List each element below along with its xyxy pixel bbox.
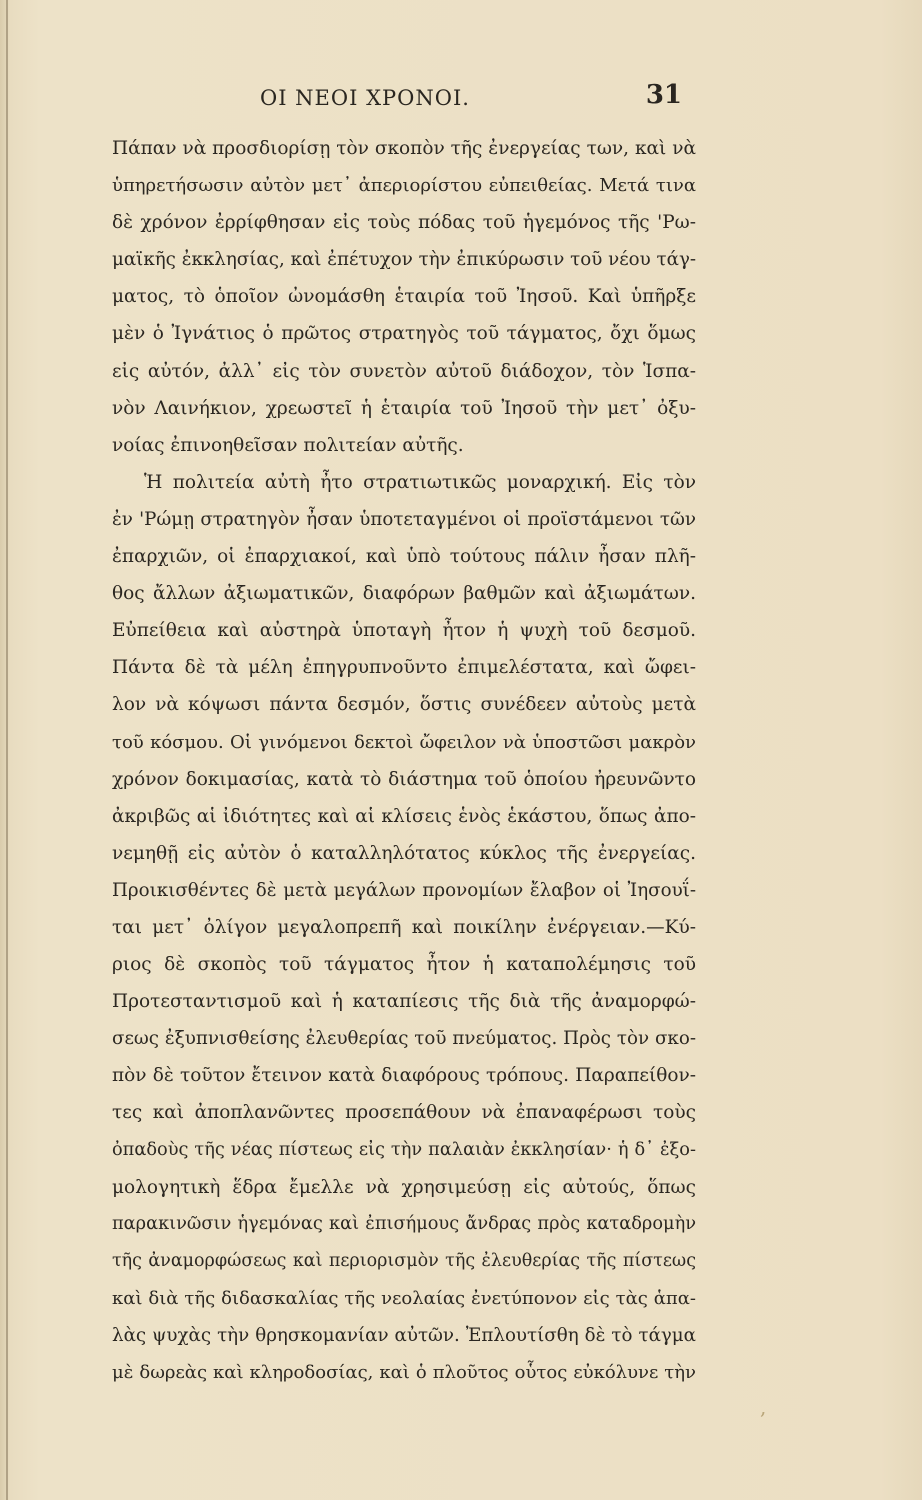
text-line: μαϊκῆς ἐκκλησίας, καὶ ἐπέτυχον τὴν ἐπικύρωσιν τοῦ νέου τάγ- [112,249,697,271]
binding-edge [6,0,8,1500]
text-line: νὸν Λαινήκιον, χρεωστεῖ ἡ ἑταιρία τοῦ Ἰησοῦ τὴν μετ᾽ ὀξυ- [112,397,696,419]
text-line: νοίας ἐπινοηθεῖσαν πολιτείαν αὐτῆς. [112,434,464,456]
text-line: λὰς ψυχὰς τὴν θρησκομανίαν αὐτῶν. Ἐπλουτίσθη δὲ τὸ τάγμα [112,1325,696,1346]
text-line: λον νὰ κόψωσι πάντα δεσμόν, ὅστις συνέδεεν αὐτοὺς μετὰ [112,694,696,716]
text-line: μὲ δωρεὰς καὶ κληροδοσίας, καὶ ὁ πλοῦτος οὗτος εὐκόλυνε τὴν [112,1362,696,1384]
text-line: εἰς αὐτόν, ἀλλ᾽ εἰς τὸν συνετὸν αὐτοῦ διάδοχον, τὸν Ἱσπα- [112,360,696,382]
text-line: τες καὶ ἀποπλανῶντες προσεπάθουν νὰ ἐπαναφέρωσι τοὺς [112,1102,696,1124]
text-line: ματος, τὸ ὁποῖον ὠνομάσθη ἑταιρία τοῦ Ἰησοῦ. Καὶ ὑπῆρξε [112,286,696,308]
text-line: ὑπηρετήσωσιν αὐτὸν μετ᾽ ἀπεριορίστου εὐπειθείας. Μετά τινα [112,175,696,197]
text-line: πὸν δὲ τοῦτον ἔτεινον κατὰ διαφόρους τρόπους. Παραπείθον- [112,1065,696,1087]
text-line: ἐπαρχιῶν, οἱ ἐπαρχιακοί, καὶ ὑπὸ τούτους πάλιν ἦσαν πλῆ- [112,546,696,568]
text-line: τοῦ κόσμου. Οἱ γινόμενοι δεκτοὶ ὤφειλον νὰ ὑποστῶσι μακρὸν [112,731,696,753]
text-line: παρακινῶσιν ἡγεμόνας καὶ ἐπισήμους ἄνδρας πρὸς καταδρομὴν [112,1213,696,1234]
text-line: νεμηθῇ εἰς αὐτὸν ὁ καταλληλότατος κύκλος τῆς ἐνεργείας. [112,842,696,864]
text-line: χρόνον δοκιμασίας, κατὰ τὸ διάστημα τοῦ ὁποίου ἠρευνῶντο [112,768,696,790]
text-line: Προικισθέντες δὲ μετὰ μεγάλων προνομίων ἔλαβον οἱ Ἰησουΐ- [112,879,696,901]
text-line: ὀπαδοὺς τῆς νέας πίστεως εἰς τὴν παλαιὰν ἐκκλησίαν· ἡ δ᾽ ἐξο- [112,1139,696,1160]
text-line: Προτεσταντισμοῦ καὶ ἡ καταπίεσις τῆς διὰ τῆς ἀναμορφώ- [112,991,696,1013]
margin-mark: , [760,1395,767,1419]
text-line: καὶ διὰ τῆς διδασκαλίας τῆς νεολαίας ἐνετύπονον εἰς τὰς ἁπα- [112,1287,696,1309]
page-header [112,80,682,120]
text-line: Πάπαν νὰ προσδιορίσῃ τὸν σκοπὸν τῆς ἐνεργείας των, καὶ νὰ [112,138,696,159]
text-line: Πάντα δὲ τὰ μέλη ἐπηγρυπνοῦντο ἐπιμελέστατα, καὶ ὤφει- [112,657,696,679]
text-line: ἐν 'Ρώμῃ στρατηγὸν ἦσαν ὑποτεταγμένοι οἱ προϊστάμενοι τῶν [112,508,696,530]
text-line: δὲ χρόνον ἐρρίφθησαν εἰς τοὺς πόδας τοῦ ἡγεμόνος τῆς 'Ρω- [112,212,696,234]
text-line: θος ἄλλων ἀξιωματικῶν, διαφόρων βαθμῶν καὶ ἀξιωμάτων. [112,583,696,605]
running-title: ΟΙ ΝΕΟΙ ΧΡΟΝΟΙ. [260,86,470,110]
text-line: μολογητικὴ ἕδρα ἔμελλε νὰ χρησιμεύσῃ εἰς αὐτούς, ὅπως [112,1176,696,1198]
text-line: τῆς ἀναμορφώσεως καὶ περιορισμὸν τῆς ἐλευθερίας τῆς πίστεως [112,1250,696,1271]
text-line: ριος δὲ σκοπὸς τοῦ τάγματος ἦτον ἡ καταπολέμησις τοῦ [112,954,696,976]
text-line: σεως ἐξυπνισθείσης ἐλευθερίας τοῦ πνεύματος. Πρὸς τὸν σκο- [112,1028,696,1050]
text-line: μὲν ὁ Ἰγνάτιος ὁ πρῶτος στρατηγὸς τοῦ τάγματος, ὄχι ὅμως [112,323,696,345]
text-line: ἀκριβῶς αἱ ἰδιότητες καὶ αἱ κλίσεις ἑνὸς ἑκάστου, ὅπως ἀπο- [112,805,696,827]
text-line: Ἡ πολιτεία αὐτὴ ἦτο στρατιωτικῶς μοναρχική. Εἰς τὸν [144,471,696,493]
text-line: ται μετ᾽ ὀλίγον μεγαλοπρεπῆ καὶ ποικίλην ἐνέργειαν.—Κύ- [112,916,696,938]
page-number: 31 [645,80,682,110]
text-line: Εὐπείθεια καὶ αὐστηρὰ ὑποταγὴ ἦτον ἡ ψυχὴ τοῦ δεσμοῦ. [112,620,696,642]
body-text [112,130,696,1391]
